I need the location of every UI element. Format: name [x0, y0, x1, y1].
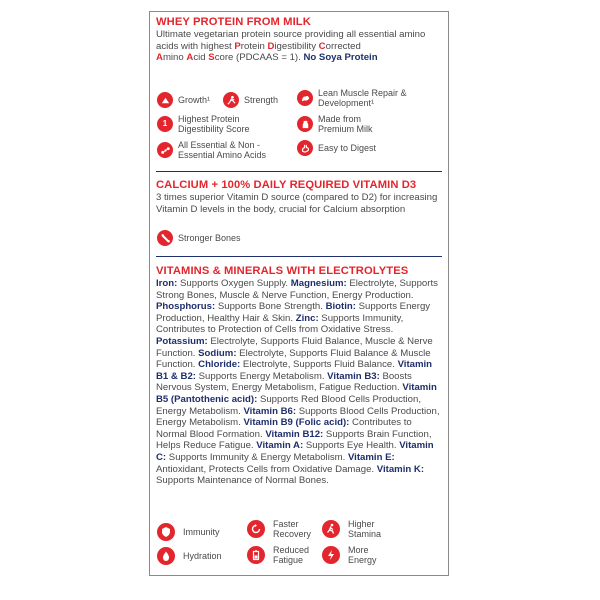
nutrient-benefit: Electrolyte, Supports Fluid Balance & Muscle Function. — [156, 347, 431, 371]
amino-acids-icon — [157, 142, 173, 158]
nutrient-benefit: Supports Oxygen Supply. — [177, 278, 291, 289]
nutrient-benefit: Supports Energy Metabolism. — [195, 370, 328, 382]
nutrient-name: Vitamin E: — [347, 451, 395, 463]
nutrient-benefit: Supports Immunity, Contributes to Protection of Cells from Oxidative Stress. — [156, 312, 404, 336]
benefit-stronger-bones: Stronger Bones — [157, 230, 287, 246]
calcium-heading: CALCIUM + 100% DAILY REQUIRED VITAMIN D3 — [156, 179, 417, 191]
nutrient-benefit: Supports Blood Cells Production, Energy Metabolism. — [156, 405, 440, 429]
no-soya-label: No Soya Protein — [303, 52, 378, 64]
section-divider — [156, 171, 442, 172]
benefit-growth: Growth¹ — [157, 92, 222, 108]
nutrient-name: Zinc: — [295, 312, 319, 324]
recovery-icon — [247, 520, 265, 538]
nutrient-name: Vitamin B12: — [265, 428, 324, 440]
stomach-icon — [297, 140, 313, 156]
benefit-immunity: Immunity — [157, 523, 242, 541]
nutrient-name: Vitamin B9 (Folic acid): — [243, 417, 350, 429]
nutrient-name: Vitamin B1 & B2: — [156, 359, 433, 382]
nutrient-name: Sodium: — [198, 347, 237, 359]
nutrient-benefit: Supports Energy Production, Healthy Hair & Skin. — [156, 301, 431, 324]
nutrient-name: Vitamin B5 (Pantothenic acid): — [156, 382, 437, 405]
nutrient-name: Vitamin A: — [256, 440, 304, 452]
benefit-higher-stamina: Higher Stamina — [322, 519, 422, 539]
benefit-amino-acids: All Essential & Non - Essential Amino Acids — [157, 140, 292, 160]
nutrient-benefit: Supports Bone Strength. — [215, 301, 326, 313]
nutrient-name: Iron: — [156, 278, 178, 289]
nutrient-name: Chloride: — [198, 359, 241, 371]
nutrient-benefit: Electrolyte, Supports Fluid Balance. — [240, 359, 398, 371]
pdcaas-badge-icon: 1 — [157, 116, 173, 132]
nutrient-benefit: Electrolyte, Supports Fluid Balance, Muscle & Nerve Function. — [156, 335, 433, 359]
nutrient-benefit: Electrolyte, Supports Strong Bones, Muscle & Nerve Function, Energy Production. — [156, 278, 438, 301]
benefit-easy-digest: Easy to Digest — [297, 140, 437, 156]
nutrient-name: Magnesium: — [290, 278, 347, 289]
nutrient-name: Phosphorus: — [156, 301, 216, 313]
nutrient-benefit: Boosts Nervous System, Energy Metabolism, Fatigue Reduction. — [156, 370, 412, 394]
vitamins-heading: VITAMINS & MINERALS WITH ELECTROLYTES — [156, 265, 409, 277]
nutrient-benefit: Supports Eye Health. — [303, 440, 400, 452]
milk-icon — [297, 116, 313, 132]
benefit-more-energy: More Energy — [322, 545, 422, 565]
whey-heading: WHEY PROTEIN FROM MILK — [156, 16, 311, 28]
benefit-lean-muscle: Lean Muscle Repair & Development¹ — [297, 88, 437, 108]
benefit-faster-recovery: Faster Recovery — [247, 519, 332, 539]
calcium-description: 3 times superior Vitamin D source (compared to D2) for increasing Vitamin D levels in the body, crucial for Calcium absorption — [156, 192, 438, 215]
nutrient-benefit: Contributes to Normal Blood Formation. — [156, 417, 412, 440]
muscle-icon — [297, 90, 313, 106]
benefit-strength: Strength — [223, 92, 293, 108]
nutrient-name: Biotin: — [325, 301, 356, 313]
benefit-hydration: Hydration — [157, 547, 242, 565]
nutrition-info-panel — [149, 11, 449, 576]
benefit-pdcaas: 1 Highest Protein Digestibility Score — [157, 114, 292, 134]
bone-icon — [157, 230, 173, 246]
vitamins-list — [156, 278, 442, 487]
nutrient-name: Vitamin B3: — [327, 370, 380, 382]
nutrient-benefit: Supports Brain Function, Helps Reduce Fatigue. — [156, 428, 432, 452]
whey-description: Ultimate vegetarian protein source providing all essential amino acids with highest Protein Digestibility Corrected Amino Acid Score (PDCAAS = 1). No Soya Protein — [156, 29, 426, 64]
nutrient-name: Vitamin K: — [376, 463, 425, 475]
nutrient-name: Potassium: — [156, 335, 208, 347]
nutrient-name: Vitamin B6: — [243, 405, 297, 417]
nutrient-benefit: Supports Immunity & Energy Metabolism. — [166, 451, 348, 463]
nutrient-benefit: Antioxidant, Protects Cells from Oxidative Damage. — [156, 463, 377, 475]
nutrient-name: Vitamin C: — [156, 440, 434, 463]
benefit-premium-milk: Made from Premium Milk — [297, 114, 437, 134]
battery-icon — [247, 546, 265, 564]
vitamins-section — [156, 265, 442, 487]
shield-icon — [157, 523, 175, 541]
growth-icon — [157, 92, 173, 108]
nutrient-benefit: Supports Maintenance of Normal Bones. — [156, 475, 329, 487]
calcium-section — [156, 179, 442, 215]
section-divider — [156, 256, 442, 257]
strength-icon — [223, 92, 239, 108]
energy-icon — [322, 546, 340, 564]
benefit-reduced-fatigue: Reduced Fatigue — [247, 545, 332, 565]
runner-icon — [322, 520, 340, 538]
nutrient-benefit: Supports Red Blood Cells Production, Energy Metabolism. — [156, 393, 421, 417]
whey-section — [156, 16, 442, 64]
water-drop-icon — [157, 547, 175, 565]
